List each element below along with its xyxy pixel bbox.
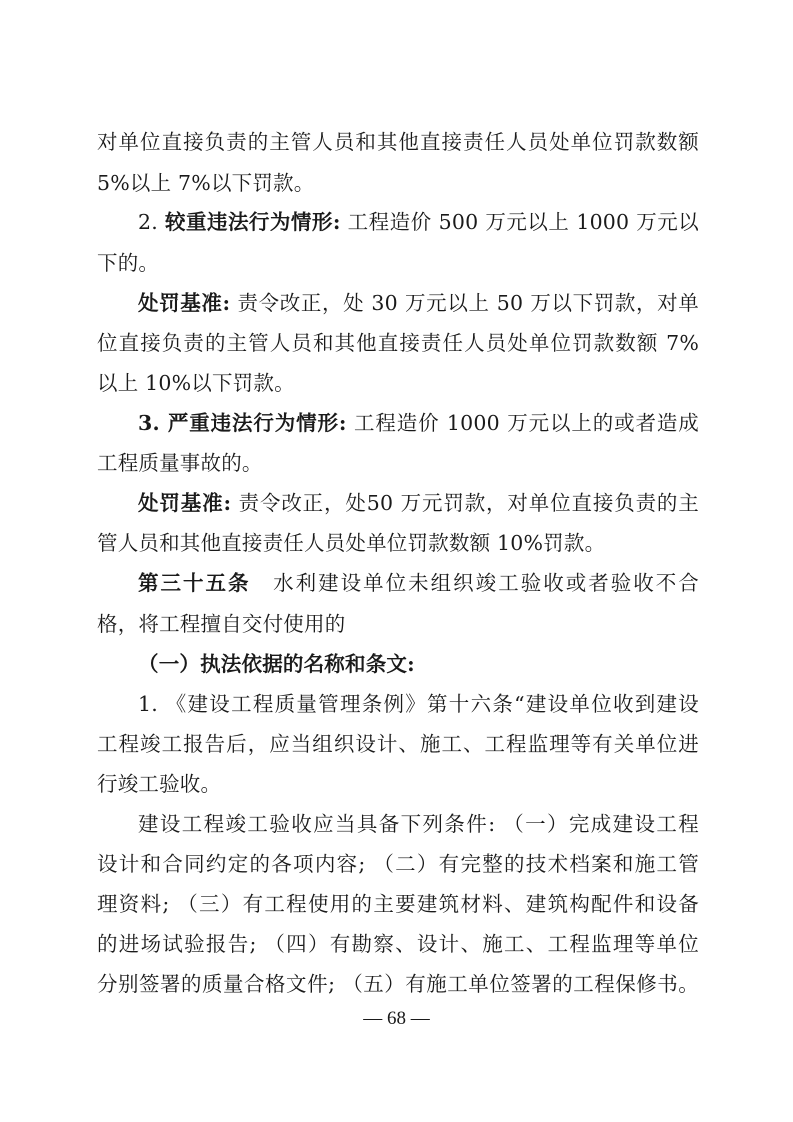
body-text: 工程造价 1000 万元以上的或者造成 (346, 411, 699, 435)
text-line (97, 323, 699, 363)
body-text: 工程竣工报告后，应当组织设计、施工、工程监理等有关单位进 (97, 732, 699, 756)
page-number: — 68 — (363, 1008, 430, 1029)
bold-heading-text: 第三十五条 (138, 571, 251, 595)
text-line (97, 163, 699, 203)
text-line (138, 644, 699, 684)
text-line (97, 122, 699, 162)
bold-heading-text: 处罚基准: (138, 291, 231, 315)
bold-heading-text: 较重违法行为情形: (164, 210, 341, 234)
bold-heading-text: 3. 严重违法行为情形: (138, 411, 347, 435)
body-text: 责令改正，处50 万元罚款，对单位直接负责的主 (231, 491, 699, 515)
body-text: 格，将工程擅自交付使用的 (97, 612, 346, 636)
body-text: 工程质量事故的。 (97, 451, 263, 475)
body-text: 的进场试验报告; （四）有勘察、设计、施工、工程监理等单位 (97, 932, 699, 956)
text-line (138, 483, 699, 523)
bold-heading-text: 处罚基准: (138, 491, 232, 515)
text-line (97, 964, 699, 1004)
body-text: 管人员和其他直接责任人员处单位罚款数额 10%罚款。 (97, 531, 606, 555)
text-line (97, 363, 699, 403)
text-line (97, 523, 699, 563)
text-line (97, 604, 699, 644)
body-text: 1. 《建设工程质量管理条例》第十六条“建设单位收到建设 (138, 692, 699, 716)
text-line (97, 443, 699, 483)
body-text: 行竣工验收。 (97, 772, 222, 796)
text-line (138, 202, 699, 242)
body-text: 水利建设单位未组织竣工验收或者验收不合 (250, 571, 699, 595)
text-line (97, 764, 699, 804)
body-text: 建设工程竣工验收应当具备下列条件: （一）完成建设工程 (138, 812, 699, 836)
body-text: 责令改正，处 30 万元以上 50 万以下罚款，对单 (230, 291, 699, 315)
text-line (138, 804, 699, 844)
body-text: 理资料; （三）有工程使用的主要建筑材料、建筑构配件和设备 (97, 892, 699, 916)
body-text: 2. (138, 210, 165, 234)
text-line (97, 924, 699, 964)
text-line (138, 684, 699, 724)
body-text: 设计和合同约定的各项内容; （二）有完整的技术档案和施工管 (97, 852, 699, 876)
body-text: 工程造价 500 万元以上 1000 万元以 (340, 210, 699, 234)
body-text: 5%以上 7%以下罚款。 (97, 171, 315, 195)
text-line (97, 243, 699, 283)
body-text: 位直接负责的主管人员和其他直接责任人员处单位罚款数额 7% (97, 331, 699, 355)
body-text: 以上 10%以下罚款。 (97, 371, 295, 395)
text-line (97, 724, 699, 764)
text-line (97, 884, 699, 924)
text-line (97, 844, 699, 884)
body-text: 分别签署的质量合格文件; （五）有施工单位签署的工程保修书。 (97, 972, 699, 996)
text-line (138, 283, 699, 323)
text-line (138, 563, 699, 603)
bold-heading-text: （一）执法依据的名称和条文: (138, 652, 415, 676)
text-line (138, 403, 699, 443)
body-text: 对单位直接负责的主管人员和其他直接责任人员处单位罚款数额 (97, 130, 699, 154)
body-text: 下的。 (97, 251, 160, 275)
